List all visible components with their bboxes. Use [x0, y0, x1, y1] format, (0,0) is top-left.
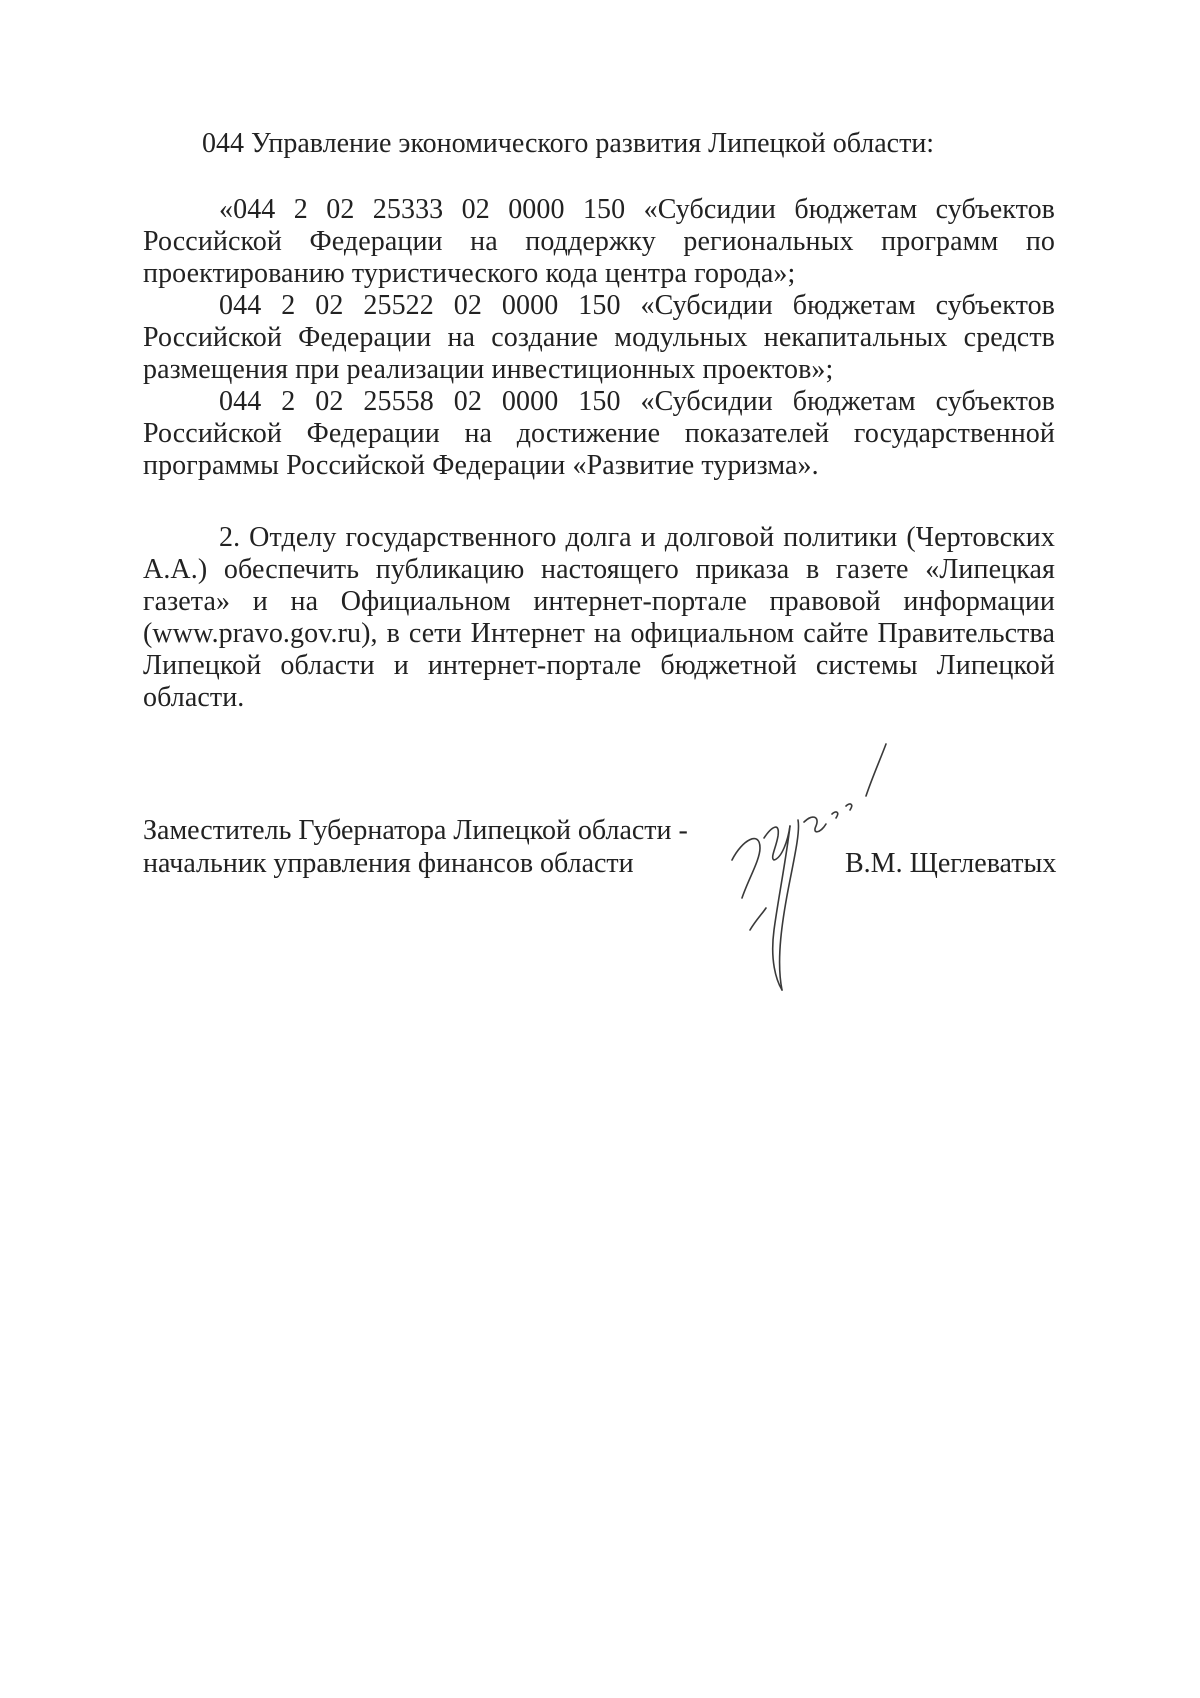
signatory-title-line-1: Заместитель Губернатора Липецкой области -: [143, 815, 688, 846]
signatory-title-line-2: начальник управления финансов области: [143, 848, 634, 879]
budget-code-item: «044 2 02 25333 02 0000 150 «Субсидии бюджетам субъектов Российской Федерации на поддержку региональных программ по проектированию туристического кода центра города»;: [143, 194, 1055, 289]
budget-code-item: 044 2 02 25522 02 0000 150 «Субсидии бюджетам субъектов Российской Федерации на создание модульных некапитальных средств размещения при реализации инвестиционных проектов»;: [143, 290, 1055, 385]
budget-codes-list: [143, 194, 1055, 482]
publication-paragraph: 2. Отделу государственного долга и долговой политики (Чертовских А.А.) обеспечить публикацию настоящего приказа в газете «Липецкая газета» и на Официальном интернет-портале правовой информации (www.pravo.gov.ru), в сети Интернет на официальном сайте Правительства Липецкой области и интернет-портале бюджетной системы Липецкой области.: [143, 522, 1055, 713]
signatory-name: В.М. Щеглеватых: [845, 848, 1057, 879]
budget-code-item: 044 2 02 25558 02 0000 150 «Субсидии бюджетам субъектов Российской Федерации на достижение показателей государственной программы Российской Федерации «Развитие туризма».: [143, 386, 1055, 481]
department-heading: 044 Управление экономического развития Липецкой области:: [202, 128, 935, 159]
publication-section: [143, 522, 1055, 714]
